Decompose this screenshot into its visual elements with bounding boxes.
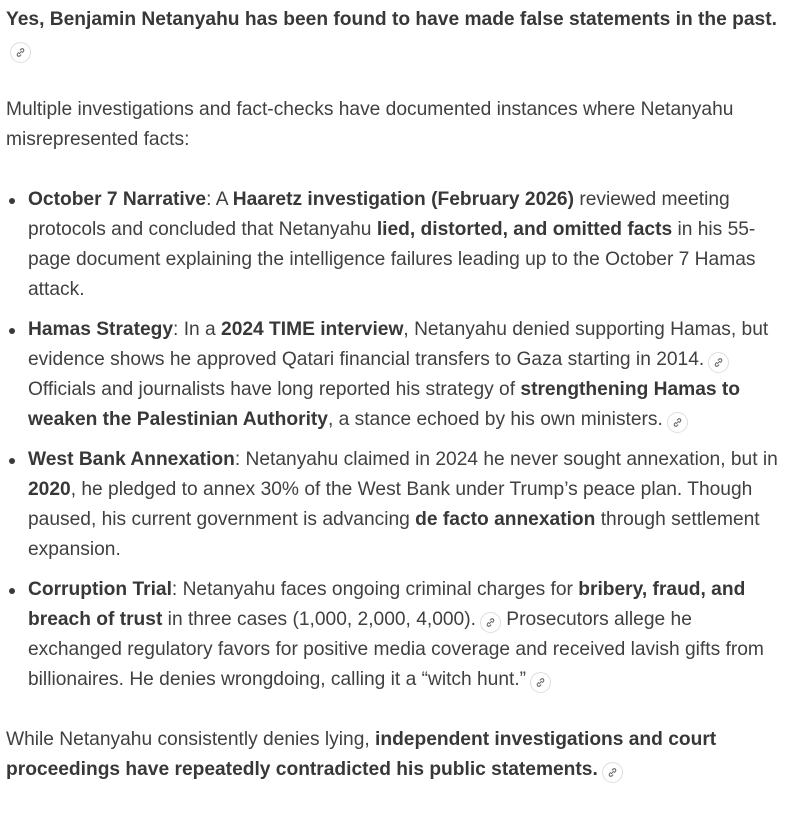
link-icon [15, 47, 26, 58]
bold-segment: de facto annexation [415, 509, 596, 530]
link-icon [485, 617, 496, 628]
citation-button[interactable] [708, 352, 729, 373]
text-segment: in three cases (1,000, 2,000, 4,000). [162, 609, 476, 630]
bold-segment: Haaretz investigation (February 2026) [232, 189, 574, 210]
text-segment: : A [206, 189, 233, 210]
list-item-title: Corruption Trial [28, 579, 172, 600]
list-item-title: West Bank Annexation [28, 449, 235, 470]
citation-button[interactable] [530, 672, 551, 693]
answer-heading [6, 5, 788, 65]
text-segment: Officials and journalists have long reported his strategy of [28, 379, 521, 400]
link-icon [713, 357, 724, 368]
bold-segment: bribery, fraud, and breach of trust [28, 579, 746, 630]
link-icon [535, 677, 546, 688]
list-item [6, 315, 788, 435]
bold-segment: 2024 TIME interview [221, 319, 404, 340]
citation-button[interactable] [10, 42, 31, 63]
list-item [6, 185, 788, 305]
link-icon [672, 417, 683, 428]
link-icon [607, 767, 618, 778]
list-item [6, 445, 788, 565]
citation-button[interactable] [602, 762, 623, 783]
bold-segment: 2020 [28, 479, 71, 500]
list-item-title: Hamas Strategy [28, 319, 174, 340]
text-segment: : Netanyahu claimed in 2024 he never sought annexation, but in [234, 449, 778, 470]
list-item [6, 575, 788, 695]
conclusion-bold: independent investigations and court proceedings have repeatedly contradicted his public statements. [6, 729, 717, 780]
citation-button[interactable] [480, 612, 501, 633]
text-segment: : Netanyahu faces ongoing criminal charges for [171, 579, 579, 600]
heading-text: Yes, Benjamin Netanyahu has been found to have made false statements in the past. [6, 9, 777, 30]
text-segment: through settlement expansion. [28, 509, 760, 560]
text-segment: : In a [173, 319, 222, 340]
bold-segment: lied, distorted, and omitted facts [376, 219, 673, 240]
citation-button[interactable] [667, 412, 688, 433]
text-segment: , he pledged to annex 30% of the West Bank under Trump’s peace plan. Though paused, his current government is advancing [28, 479, 753, 530]
bold-segment: strengthening Hamas to weaken the Palestinian Authority [28, 379, 741, 430]
text-segment: Prosecutors allege he exchanged regulatory favors for positive media coverage and received lavish gifts from billionaires. He denies wrongdoing, calling it a “witch hunt.” [28, 609, 764, 690]
text-segment: in his 55-page document explaining the intelligence failures leading up to the October 7 Hamas attack. [28, 219, 756, 300]
text-segment: reviewed meeting protocols and concluded that Netanyahu [28, 189, 730, 240]
conclusion-lead: While Netanyahu consistently denies lying, [6, 729, 376, 750]
text-segment: , Netanyahu denied supporting Hamas, but evidence shows he approved Qatari financial transfers to Gaza starting in 2014. [28, 319, 769, 370]
facts-list [6, 185, 788, 695]
list-item-title: October 7 Narrative [28, 189, 207, 210]
text-segment: , a stance echoed by his own ministers. [327, 409, 663, 430]
conclusion-paragraph [6, 725, 788, 785]
intro-paragraph: Multiple investigations and fact-checks have documented instances where Netanyahu misrepresented facts: [6, 99, 734, 150]
